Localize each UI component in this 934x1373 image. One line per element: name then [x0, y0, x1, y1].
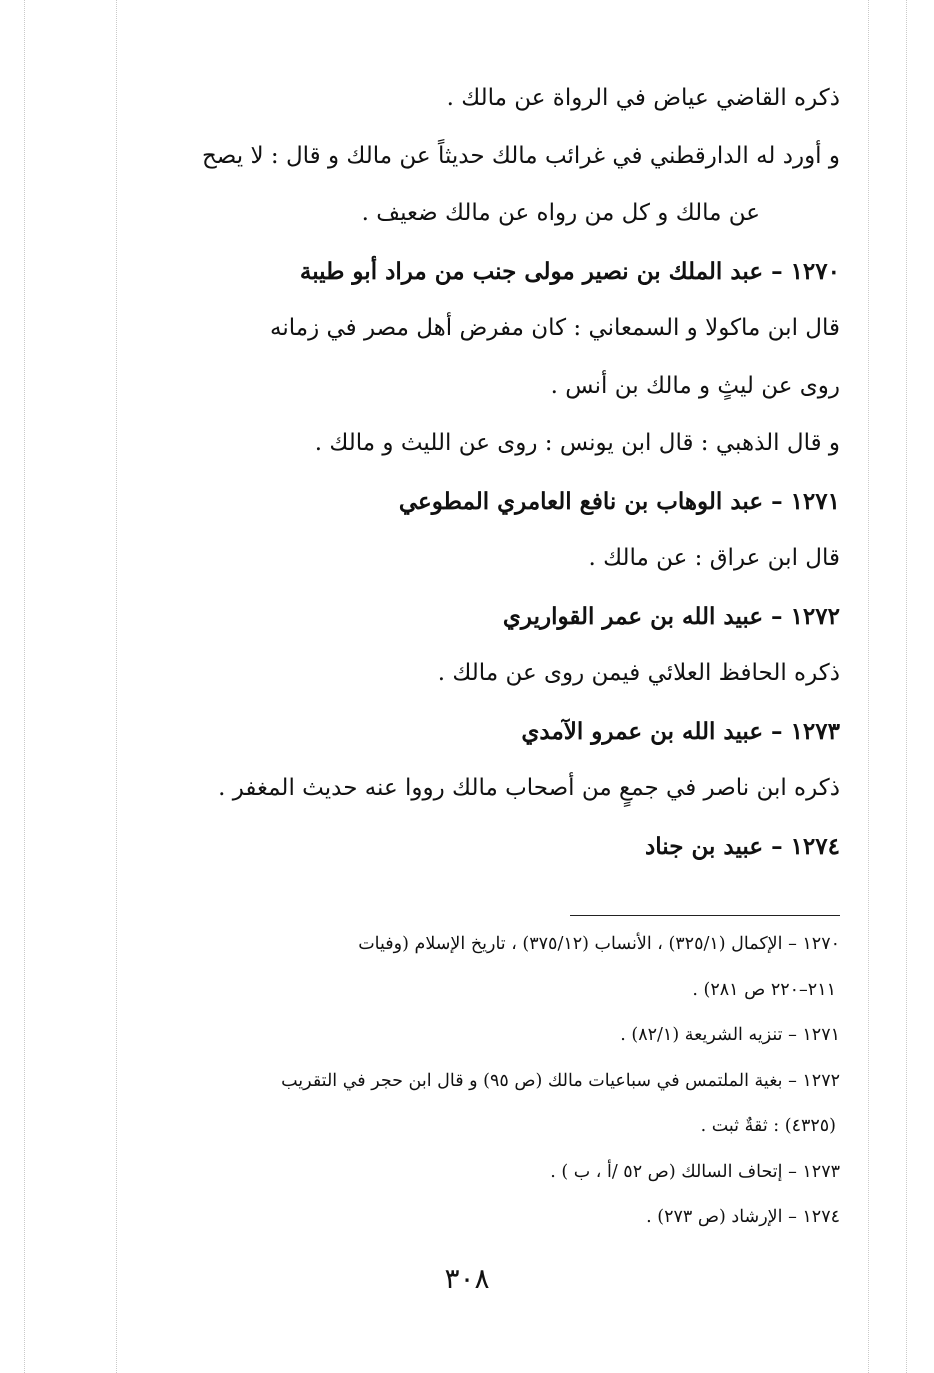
footnote-line: ١٢٧٢ – بغية الملتمس في سباعيات مالك (ص ٩٥) و قال ابن حجر في التقريب [281, 1070, 840, 1091]
text-line: عن مالك و كل من رواه عن مالك ضعيف . [361, 200, 760, 226]
footnote-line: ١٢٧٣ – إتحاف السالك (ص ٥٢ /أ ، ب ) . [550, 1161, 840, 1182]
footnote-line: ١٢٧٠ – الإكمال (٣٢٥/١) ، الأنساب (٣٧٥/١٢) ، تاريخ الإسلام (وفيات [358, 934, 840, 954]
margin-guide-inner-right [868, 0, 869, 1373]
entry-heading-1272: ١٢٧٢ – عبيد الله بن عمر القواريري [502, 602, 840, 630]
text-line: و أورد له الدارقطني في غرائب مالك حديثاً عن مالك و قال : لا يصح [201, 142, 840, 169]
footnote-line: ٢١١–٢٢٠ ص ٢٨١) . [692, 979, 836, 1000]
text-line: ذكره الحافظ العلائي فيمن روى عن مالك . [437, 660, 840, 686]
text-line: قال ابن ماكولا و السمعاني : كان مفرض أهل مصر في زمانه [270, 315, 840, 341]
text-line: روى عن ليثٍ و مالك بن أنس . [550, 372, 840, 399]
page-body [150, 70, 840, 1241]
margin-guide-inner-left [116, 0, 117, 1373]
footnote-line: ١٢٧٤ – الإرشاد (ص ٢٧٣) . [646, 1207, 840, 1227]
footnote-divider [570, 915, 840, 916]
text-line: قال ابن عراق : عن مالك . [588, 545, 840, 571]
text-line: ذكره القاضي عياض في الرواة عن مالك . [446, 85, 840, 111]
page-number: ٣٠٨ [444, 1262, 490, 1295]
footnotes [150, 922, 840, 1241]
footnote-line: (٤٣٢٥) : ثقةٌ ثبت . [700, 1116, 836, 1136]
entry-heading-1274: ١٢٧٤ – عبيد بن جناد [645, 832, 840, 860]
margin-guide-right [906, 0, 907, 1373]
entry-heading-1271: ١٢٧١ – عبد الوهاب بن نافع العامري المطوعي [398, 487, 840, 515]
text-line: و قال الذهبي : قال ابن يونس : روى عن الليث و مالك . [314, 430, 840, 456]
entry-heading-1270: ١٢٧٠ – عبد الملك بن نصير مولى جنب من مراد أبو طيبة [299, 257, 840, 285]
entry-heading-1273: ١٢٧٣ – عبيد الله بن عمرو الآمدي [521, 717, 840, 745]
footnote-line: ١٢٧١ – تنزيه الشريعة (٨٢/١) . [620, 1025, 840, 1045]
text-line: ذكره ابن ناصر في جمعٍ من أصحاب مالك رووا عنه حديث المغفر . [218, 775, 840, 801]
main-text [150, 70, 840, 875]
margin-guide-left [24, 0, 25, 1373]
